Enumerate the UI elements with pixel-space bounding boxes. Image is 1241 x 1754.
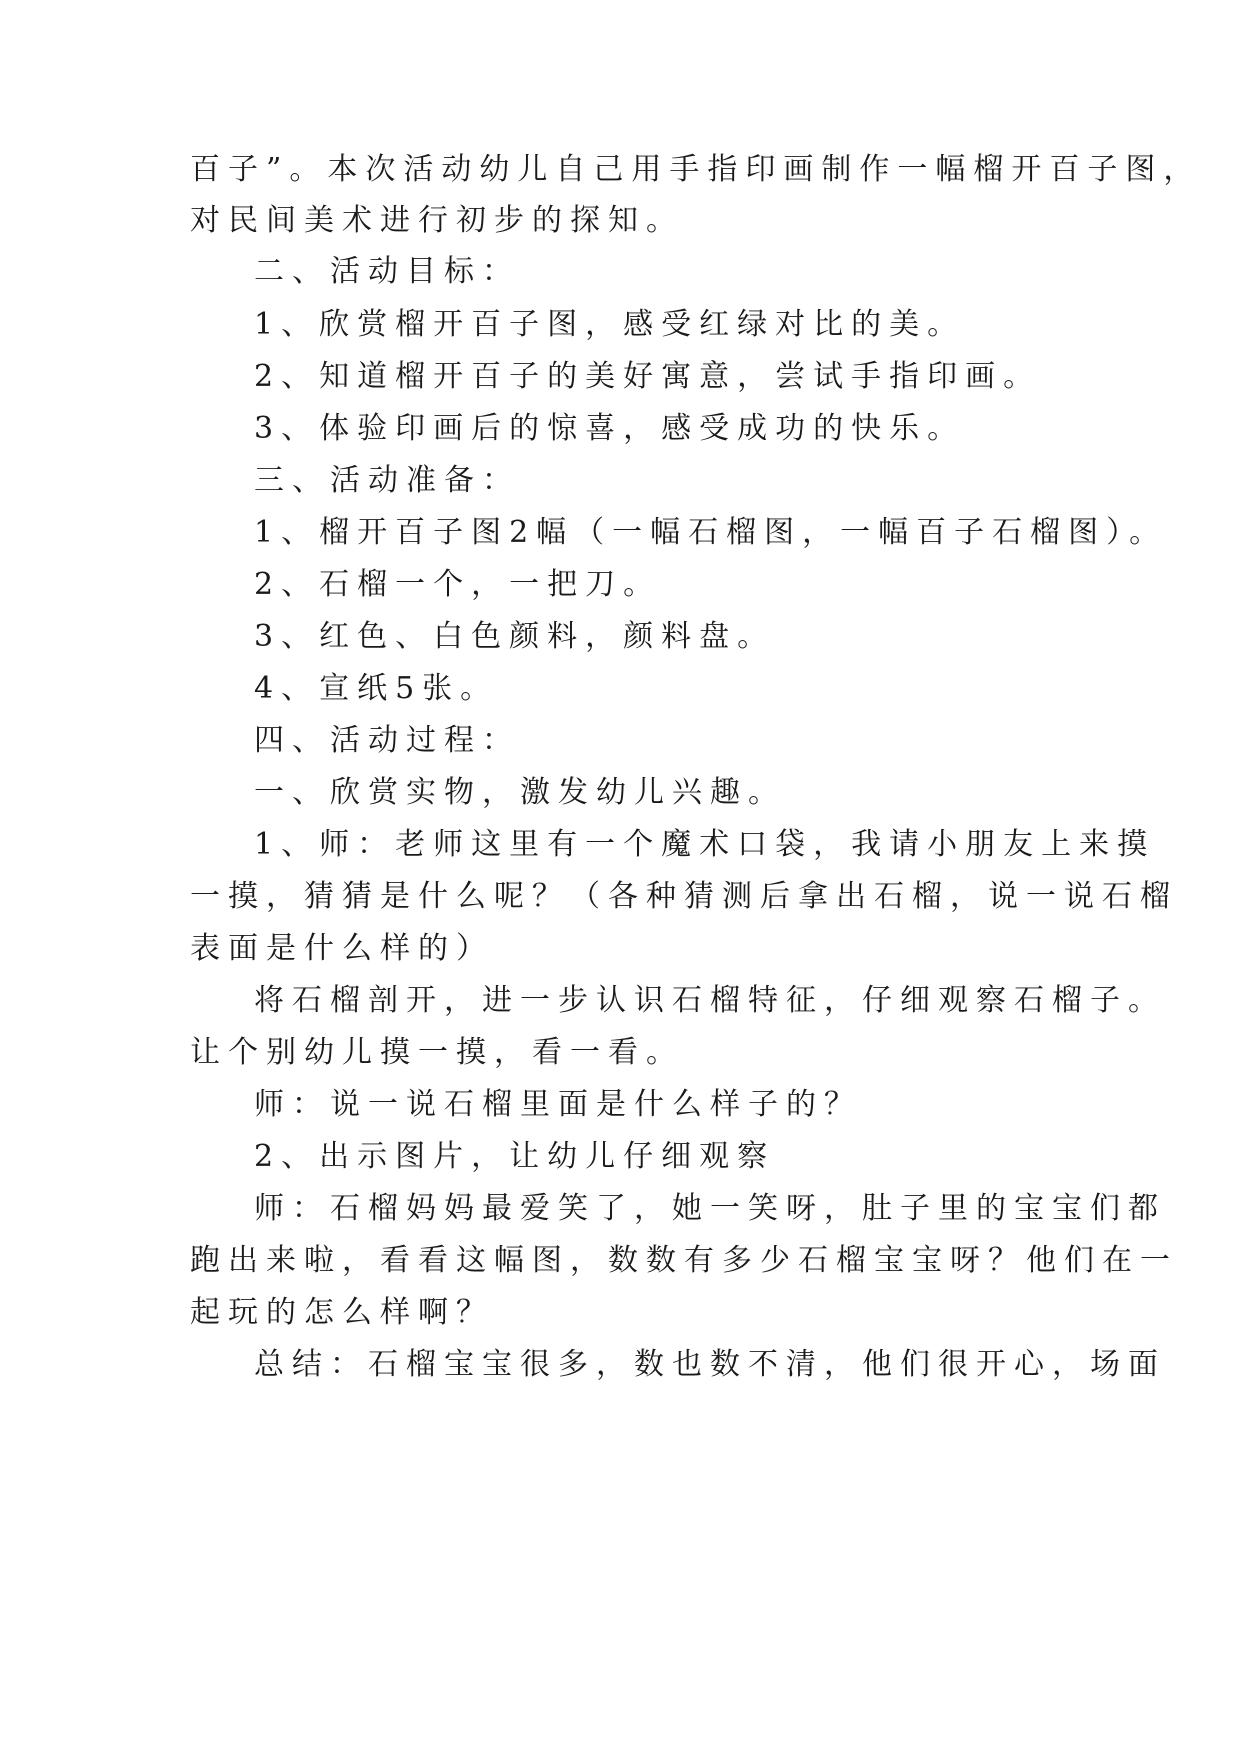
paragraph-line: 一摸，猜猜是什么呢？（各种猜测后拿出石榴，说一说石榴 (190, 879, 1178, 914)
paragraph-line: 总结：石榴宝宝很多，数也数不清，他们很开心，场面 (254, 1347, 1166, 1382)
paragraph-line: 让个别幼儿摸一摸，看一看。 (190, 1035, 684, 1070)
subsection-heading: 一、欣赏实物，激发幼儿兴趣。 (254, 775, 786, 810)
list-item: 3、红色、白色颜料，颜料盘。 (254, 619, 776, 654)
paragraph-line: 师：说一说石榴里面是什么样子的？ (254, 1087, 862, 1122)
list-item: 1、欣赏榴开百子图，感受红绿对比的美。 (254, 307, 966, 342)
paragraph-line: 对民间美术进行初步的探知。 (190, 203, 684, 238)
list-item: 2、出示图片，让幼儿仔细观察 (254, 1139, 776, 1174)
paragraph-line: 跑出来啦，看看这幅图，数数有多少石榴宝宝呀？他们在一 (190, 1243, 1178, 1278)
section-heading: 三、活动准备： (254, 463, 520, 498)
list-item: 4、宣纸5张。 (254, 671, 499, 706)
list-item: 1、榴开百子图2幅（一幅石榴图，一幅百子石榴图）。 (254, 515, 1168, 550)
paragraph-line: 师：石榴妈妈最爱笑了，她一笑呀，肚子里的宝宝们都 (254, 1191, 1166, 1226)
section-heading: 四、活动过程： (254, 723, 520, 758)
list-item: 2、知道榴开百子的美好寓意，尝试手指印画。 (254, 359, 1042, 394)
paragraph-line: 百子”。本次活动幼儿自己用手指印画制作一幅榴开百子图， (190, 152, 1202, 187)
list-item: 3、体验印画后的惊喜，感受成功的快乐。 (254, 411, 966, 446)
paragraph-line: 表面是什么样的） (190, 931, 494, 966)
list-item: 2、石榴一个，一把刀。 (254, 567, 662, 602)
section-heading: 二、活动目标： (254, 254, 520, 289)
paragraph-line: 将石榴剖开，进一步认识石榴特征，仔细观察石榴子。 (254, 983, 1166, 1018)
paragraph-line: 1、师：老师这里有一个魔术口袋，我请小朋友上来摸 (254, 827, 1156, 862)
paragraph-line: 起玩的怎么样啊？ (190, 1295, 494, 1330)
